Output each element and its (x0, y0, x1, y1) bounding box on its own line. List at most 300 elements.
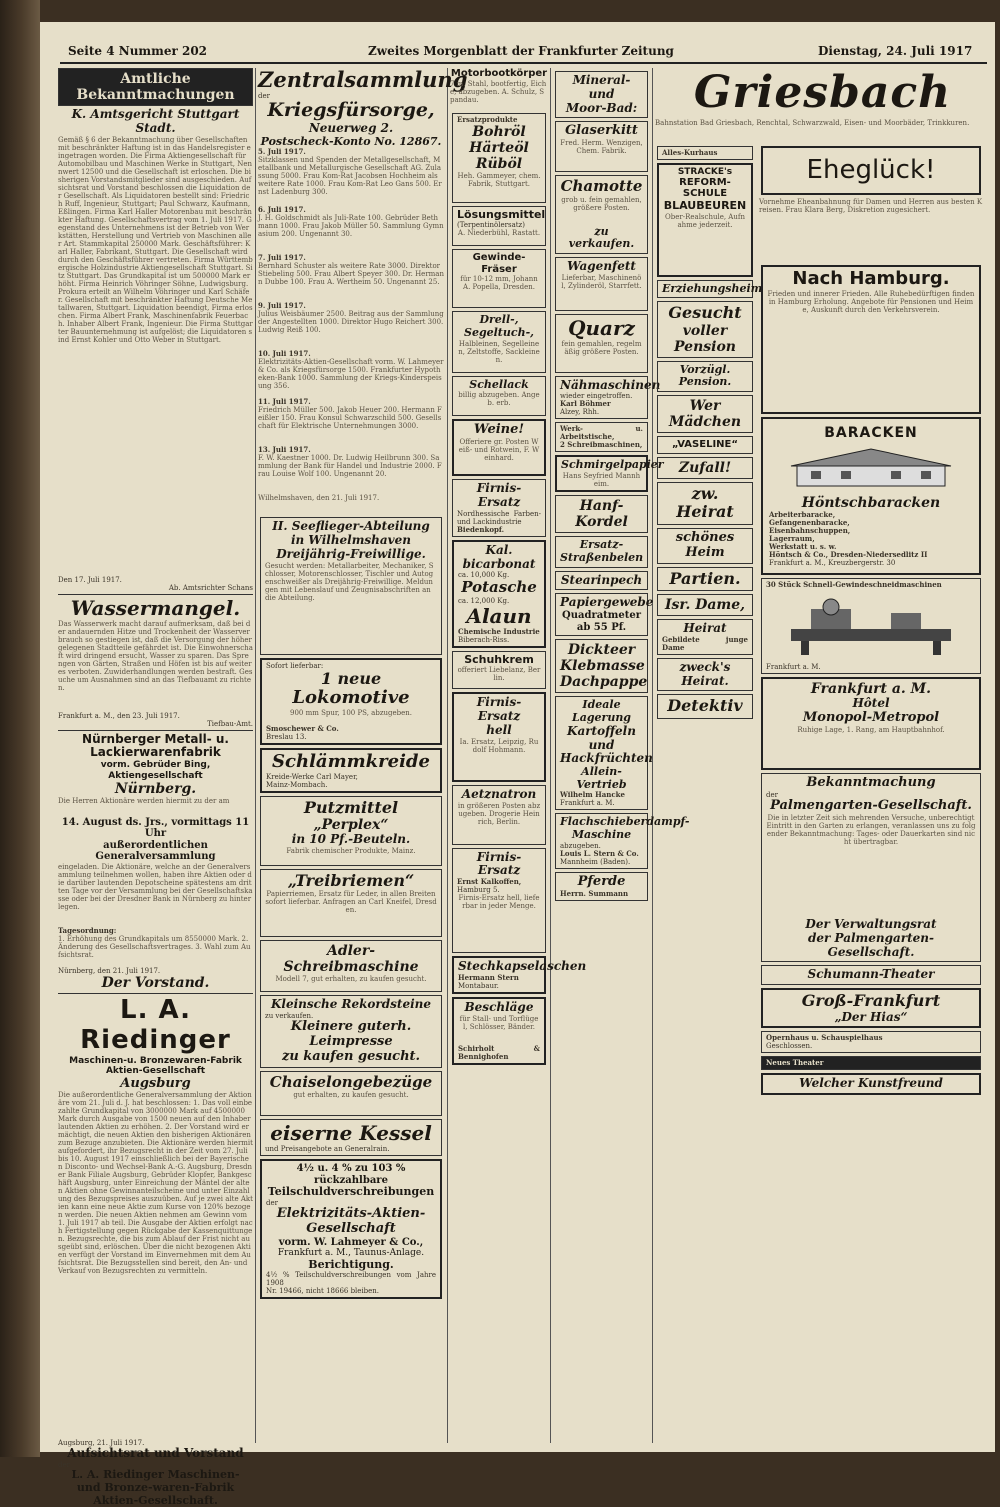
seeflieger-place: in Wilhelmshaven (290, 533, 412, 548)
header-center: Zweites Morgenblatt der Frankfurter Zeitung (368, 44, 674, 58)
divider (58, 594, 253, 595)
opern-b: Geschlossen. (766, 1042, 813, 1051)
elek-b: Teilschuldverschreibungen (267, 1185, 435, 1199)
court-sign: Ab. Amtsrichter Schans (168, 583, 253, 592)
kal: Kal. bicarbonat (462, 542, 536, 571)
zufall-ad (657, 457, 753, 479)
reform-a: STRACKE's (677, 166, 733, 177)
neues-ad (761, 1056, 981, 1070)
riedinger-date: Augsburg, 21. Juli 1917. (58, 1439, 145, 1448)
werk-b: 2 Schreibmaschinen, (560, 440, 643, 450)
court-title: K. Amtsgericht Stuttgart Stadt. (71, 107, 240, 135)
hotel-c: Monopol-Metropol (802, 710, 940, 726)
drell-text: Halbleinen, Segelleinen, Zeltstoffe, Sackleinen. (458, 339, 540, 364)
water-title: Wassermangel. (70, 595, 241, 620)
zentral-list: J. H. Goldschmidt als Juli-Rate 100. Gebrüder Bethmann 1000. Frau Jakob Müller 50. Sammlung Gymnasium 200. Ungenannt 30. (258, 214, 444, 239)
nuernberg-agenda-text: 1. Erhöhung des Grundkapitals um 8550000 Mark. 2. Änderung des Gesellschaftsvertrages. 3. Wahl zum Aufsichtsrat. (58, 934, 251, 959)
stern-l-b: Mannheim (Baden). (560, 857, 631, 866)
chamotte-sub: zu verkaufen. (568, 224, 635, 251)
hamburg-title: Nach Hamburg. (792, 268, 950, 290)
dick-b: Klebmasse (560, 658, 645, 675)
hamburg-text: Frieden und innerer Frieden. Alle Ruhebedürftigen finden in Hamburg Erholung. Angebote für Pensionen und Heime, Auskunft durch den Verkehrsverein. (767, 290, 975, 315)
kart-b: Hackfrüchten (560, 751, 653, 766)
chamotte-title: Chamotte (560, 177, 643, 196)
riedinger-sub: Maschinen-u. Bronzewaren-Fabrik Aktien-Gesellschaft (69, 1055, 242, 1077)
stech-title: Stechkapselaschen (458, 959, 587, 974)
gebildete: Gebildete junge Dame (662, 634, 748, 652)
zentral-title: Zentralsammlung (258, 67, 468, 92)
water-sign: Tiefbau-Amt. (207, 719, 253, 728)
zentral-list: Bernhard Schuster als weitere Rate 3000. Direktor Stiebeling 500. Frau Albert Speyer 300. Dr. Hermann Dubbe 100. Frau A. Wertheim 50. Ungenannt 25. (258, 262, 444, 287)
detektiv-title: Detektiv (667, 696, 743, 716)
gewinde-text: für 10-12 mm, Johann A. Popella, Dresden. (460, 275, 538, 292)
gewind-b: Frankfurt a. M. (766, 663, 821, 672)
lok-b: 1 neue (320, 668, 382, 688)
zentral-list: Julius Weisbäumer 2500. Beitrag aus der Sammlung der Angestellten 1000. Direktor Hugo Reichert 300. Ludwig Reiß 100. (258, 310, 444, 335)
lokomotive-ad (260, 658, 442, 745)
hont-h: Frankfurt a. M., Kreuzbergerstr. 30 (769, 559, 896, 568)
lok-d: Smoschewer & Co. (266, 723, 339, 733)
kal-b: ca. 10,000 Kg. (458, 571, 510, 580)
glaser-text: Fred. Herm. Wenzigen, Chem. Fabrik. (560, 139, 643, 156)
col5-right (759, 143, 983, 1099)
ernst-b: Hamburg 5. (457, 886, 500, 895)
putz-a: Putzmittel (303, 797, 399, 817)
hotel-b: Hôtel (852, 696, 890, 711)
motor-title: Motorbootkörper (450, 68, 548, 79)
column-5 (655, 68, 990, 1443)
besch-ad (452, 997, 546, 1065)
zentral-d7: 13. Juli 1917. (258, 445, 311, 455)
zentral-list: Elektrizitäts-Aktien-Gesellschaft vorm. W. Lahmeyer & Co. als Kriegsfürsorge 1500. Frankfurter Hypotheken-Bank 1000. Sammlung der Kriegs-Kinderspeisung 356. (258, 358, 444, 391)
gross-b: „Der Hias“ (834, 1009, 908, 1024)
chem-ad (452, 540, 546, 648)
chaise-ad (260, 1071, 442, 1116)
klein-b: zu verkaufen. (265, 1012, 314, 1021)
bek-a: Bekanntmachung (806, 775, 936, 791)
schmirgel-text: Hans Seyfried Mannheim. (562, 472, 641, 489)
nuernberg-agenda: Tagesordnung: (58, 925, 117, 935)
flach-c: abzugeben. (560, 841, 601, 850)
klein-c: Kleinere guterh. (290, 1019, 412, 1035)
werk-ad (555, 422, 648, 452)
motor-text: 7 m. Stahl, bootfertig, Eiche, abzugeben. A. Schulz, Spandau. (450, 79, 547, 104)
stern-name: Hermann Stern (458, 972, 519, 982)
alaun: Alaun (466, 603, 532, 628)
gewinde-title: Gewinde-Fräser (472, 252, 526, 275)
zentral-sub1: der (258, 92, 270, 101)
gewind-ad (761, 578, 981, 674)
hamburg-ad (761, 265, 981, 414)
flach-ad (555, 813, 690, 868)
bek-e: der Palmengarten-Gesellschaft. (808, 930, 934, 959)
riedinger-city: Augsburg (120, 1075, 191, 1091)
elek-f: Frankfurt a. M., Taunus-Anlage. (277, 1248, 425, 1259)
schumann-title: Schumann-Theater (807, 967, 935, 982)
alles-title: Alles-Kurhaus (662, 147, 718, 157)
riedinger-text: Die außerordentliche Generalversammlung der Aktionäre vom 21. Juli d. J. hat beschlossen: 1. Das voll einbezahlte Grundkapital von 3000000 Mark auf 4500000 Mark durch Ausgabe von 1500 neuen auf den Inhaber lautenden Aktien zu erhöhen. 2. Der Vorstand wird ermächtigt, die neuen Aktien den bisherigen Aktionären zum Bezuge anzubieten. Die Aktionäre werden hiermit aufgefordert, ihr Bezugsrecht in der Zeit vom 27. Juli bis 10. August 1917 einschließlich bei der Bayerischen Disconto- und Wechsel-Bank A.-G. Augsburg, Dresdner Bank Filiale Augsburg, Gebrüder Klopfer, Bankgeschäft Augsburg, unter Einreichung der Mäntel der alten Aktien ohne Gewinnanteilscheine und unter Einzahlung des Bezugspreises auszuüben. Auf je zwei alte Aktien kann eine neue Aktie zum Kurse von 120% bezogen werden. Die neuen Aktien nehmen am Gewinn vom 1. Juli 1917 ab teil. Die Ausgabe der Aktien erfolgt nach Fertigstellung gegen Rückgabe der Kassenquittungen. Bezugsrechte, die bis zum Ablauf der Frist nicht ausgeübt sind, erlöschen. Über die nicht bezogenen Aktien verfügt der Vorstand im Einvernehmen mit dem Aufsichtsrat. Die Bezugsstellen sind bereit, den An- und Verkauf von Bezugsrechten zu vermitteln. (58, 1091, 253, 1276)
nuernberg-sub: vorm. Gebrüder Bing, Aktiengesellschaft (100, 760, 211, 781)
water-date: Frankfurt a. M., den 23. Juli 1917. (58, 711, 180, 720)
hont-e: Lagerraum, (769, 534, 815, 544)
kart-c: Allein-Vertrieb (576, 765, 627, 791)
naeh-title: Nähmaschinen (560, 377, 661, 392)
eheglueck-ad (761, 146, 981, 196)
zufall-title: Zufall! (678, 459, 732, 476)
zentral-addr: Neuerweg 2. (308, 120, 394, 135)
lok-c: Lokomotive (292, 687, 410, 709)
loes-text: A. Niederbühl, Rastatt. (457, 229, 541, 238)
newspaper-page (40, 22, 995, 1507)
stearin-ad (555, 571, 648, 591)
neues-title: Neues Theater (766, 1058, 824, 1068)
treib-ad (260, 869, 442, 937)
lok-text: 900 mm Spur, 100 PS, abzugeben. (289, 708, 413, 717)
zweck-ad (657, 658, 753, 692)
opern-ad (761, 1031, 981, 1053)
partien-title: Partien. (669, 568, 741, 588)
haertel: Härteöl (469, 139, 529, 156)
besch-firm: Schirholt & Bennighofen (458, 1043, 540, 1061)
elek-a: 4½ u. 4 % zu 103 % rückzahlbare (296, 1163, 406, 1186)
schlamm-c: Mainz-Mombach. (266, 780, 328, 789)
papier-ad (555, 593, 654, 636)
riedinger-title: L. A. Riedinger (80, 995, 231, 1055)
treib-title: „Treibriemen“ (287, 870, 415, 890)
papier-price: Quadratmeter ab 55 Pf. (561, 610, 641, 633)
ersatz-ad (452, 113, 546, 203)
wagen-ad (555, 257, 648, 311)
vaseline-ad (657, 436, 753, 454)
putz-text: Fabrik chemischer Produkte, Mainz. (286, 846, 416, 855)
machine-illustration (771, 589, 971, 659)
elektrizitaet-ad (260, 1159, 442, 1299)
biedenkopf: Biedenkopf. (457, 524, 505, 534)
baracken-ad (761, 417, 981, 575)
eheg-title: Eheglück! (806, 154, 936, 185)
hotel-ad (761, 677, 981, 770)
zentral-d6: 11. Juli 1917. (258, 397, 311, 407)
schon-title: schönes Heim (675, 529, 735, 560)
seeflieger-text: Gesucht werden: Metallarbeiter, Mechaniker, Schlosser, Motorenschlosser, Tischler und Autogenschweißer als Dreijährig-Freiwillige. Meldungen mit Lebenslauf und Zeugnisabschriften an die Abteilung. (265, 561, 434, 602)
putz-c: in 10 Pf.-Beuteln. (291, 832, 411, 847)
wagen-text: Lieferbar, Maschinenöl, Zylinderöl, Starrfett. (561, 273, 642, 290)
reform-c: BLAUBEUREN (663, 198, 747, 212)
riedinger-sign1: Aufsichtsrat und Vorstand (67, 1446, 244, 1461)
stearin-title: Stearinpech (560, 572, 643, 587)
besch-title: Beschläge (464, 999, 534, 1014)
schuh-title: Schuhkrem (464, 652, 534, 666)
werk-title: Werk- u. Arbeitstische, (560, 424, 643, 442)
elek-e: vorm. W. Lahmeyer & Co., (278, 1236, 424, 1248)
glaser-ad (555, 121, 648, 172)
bek-d: Der Verwaltungsrat (805, 917, 937, 932)
lok-a: Sofort lieferbar: (266, 661, 324, 670)
bek-b: der (766, 791, 778, 800)
ersatzstr-title: Ersatz-Straßenbelen (560, 538, 644, 564)
aetz-text: in größeren Posten abzugeben. Drogerie Heinrich, Berlin. (457, 801, 541, 826)
schmirgel-title: Schmirgelpapier (561, 458, 664, 472)
schumann-ad (761, 965, 981, 985)
pferde-ad (555, 872, 648, 901)
reform-ad (657, 163, 753, 277)
chaise-title: Chaiselongebezüge (269, 1073, 433, 1092)
hont-a: Höntschbaracken (801, 495, 941, 512)
treib-text: Papierriemen, Ersatz für Leder, in allen Breiten sofort lieferbar. Anfragen an Carl Kneifel, Dresden. (265, 890, 437, 915)
quarz-title: Quarz (568, 315, 635, 340)
elek-h: 4½ % Teilschuldverschreibungen vom Jahre 1908 (266, 1271, 436, 1288)
water-text: Das Wasserwerk macht darauf aufmerksam, daß bei der andauernden Hitze und Trockenheit der Wasserverbrauch so gestiegen ist, daß die Versorgung der höher gelegenen Stadtteile gefährdet ist. Die Einwohnerschaft wird dringend ersucht, Wasser zu sparen. Das Sprengen von Gärten, Straßen und Höfen ist bis auf weiteres verboten. Zuwiderhandlungen werden bestraft. Gesuche um Ausnahmen sind an das Tiefbauamt zu richten. (58, 619, 253, 692)
schuh-text: offeriert Liebelanz, Berlin. (457, 666, 541, 683)
stern-city: Montabaur. (458, 981, 499, 990)
court-date: Den 17. Juli 1917. (58, 575, 122, 584)
schlamm-title: Schlämmkreide (272, 750, 430, 772)
vorz-ad (657, 361, 753, 392)
pot: Potasche (461, 578, 537, 597)
adler-b: Schreibmaschine (283, 959, 419, 976)
heirat-ad (657, 482, 753, 525)
firnis2-text: Ia. Ersatz, Leipzig, Rudolf Hohmann. (459, 737, 539, 754)
ideal: Ideale Lagerung (571, 698, 632, 725)
header-rule (60, 62, 987, 64)
firnis3-title: Firnis-Ersatz (476, 849, 522, 878)
riedinger-sign3: L. A. Riedinger Maschinen- und Bronze-waren-Fabrik Aktien-Gesellschaft. (71, 1468, 240, 1507)
zentral-d4: 9. Juli 1917. (258, 301, 306, 311)
nuernberg-text2: eingeladen. Die Aktionäre, welche an der Generalversammlung teilnehmen wollen, haben ihre Aktien oder die darüber lautenden Depotscheine spätestens am dritten Tage vor der Versammlung bei der Gesellschaftskasse oder bei der Dresdner Bank in Nürnberg zu hinterlegen. (58, 862, 253, 911)
firnis1-title: Firnis-Ersatz (476, 481, 522, 510)
klein-e: zu kaufen gesucht. (281, 1049, 421, 1065)
schellack-text: billig abzugeben. Angeb. erb. (458, 391, 540, 408)
zentral-list: F. W. Kaestner 1000. Dr. Ludwig Heilbrunn 300. Sammlung der Bank für Handel und Industrie 2000. Frau Louise Wolf 100. Ungenannt 20. (258, 454, 442, 479)
glaser-title: Glaserkitt (565, 123, 638, 139)
column-rule (255, 68, 256, 1443)
wer-a: Wer (689, 398, 721, 415)
quarz-ad (555, 314, 648, 373)
hrnn: Herrn. Summann (560, 888, 629, 898)
schellack-ad (452, 376, 546, 417)
header-left: Seite 4 Nummer 202 (68, 44, 208, 58)
chamotte-ad (555, 175, 648, 254)
firnis3-ad (452, 848, 546, 954)
klein-ad (260, 995, 442, 1068)
klein-d: Leimpresse (309, 1034, 393, 1050)
nuernberg-city: Nürnberg. (114, 780, 197, 797)
hont-b: Arbeiterbaracke, (769, 510, 836, 520)
kunst-ad (761, 1073, 981, 1095)
kessel-ad (260, 1119, 442, 1156)
chaise-text: gut erhalten, zu kaufen gesucht. (293, 1091, 409, 1100)
erz-title: Erziehungsheim (662, 281, 763, 295)
column-1 (58, 68, 253, 1507)
naeh-ad (555, 376, 661, 420)
chem-city: Biberach-Riss. (458, 635, 510, 644)
schon-ad (657, 528, 753, 564)
firnis2-ad (452, 692, 546, 781)
kart-ad (555, 696, 653, 810)
hont-g: Höntsch & Co., Dresden-Niedersedlitz II (769, 550, 928, 560)
naeh-b: wieder eingetroffen. (560, 392, 633, 401)
wer-ad (657, 395, 753, 433)
firnis2-sub: hell (486, 722, 512, 737)
divider (58, 993, 253, 994)
detektiv-ad (657, 694, 753, 718)
gesucht-a: Gesucht (668, 303, 742, 323)
drell-ad (452, 311, 546, 372)
stern-l: Louis L. Stern & Co. (560, 848, 639, 858)
header-right: Dienstag, 24. Juli 1917 (818, 44, 973, 58)
hanf-ad (555, 495, 648, 533)
zweck-title: zweck's Heirat. (679, 659, 731, 688)
hotel-a: Frankfurt a. M. (810, 681, 932, 698)
gross-ad (761, 988, 981, 1028)
chem-name: Chemische Industrie (458, 626, 540, 636)
naeh-d: Alzey, Rhh. (560, 408, 600, 417)
flach-a: Flachschieberdampf- (560, 815, 690, 829)
schellack-title: Schellack (469, 377, 529, 391)
riedinger-sign2: der (58, 1461, 70, 1470)
stech-ad (452, 956, 587, 994)
column-3b (494, 442, 548, 452)
barracks-illustration (781, 441, 961, 491)
hanf-title: Hanf-Kordel (575, 498, 628, 531)
gesucht-ad (657, 301, 753, 358)
chamotte-text: grob u. fein gemahlen, größere Posten. (561, 195, 642, 212)
wer-b: Mädchen (668, 414, 742, 431)
nuernberg-meeting: 14. August ds. Jrs., vormittags 11 Uhr (61, 816, 250, 840)
mineral-b: Moor-Bad: (565, 100, 638, 115)
hont-d: Eisenbahnschuppen, (769, 526, 851, 536)
zentral-list: Friedrich Müller 500. Jakob Heuer 200. Hermann Feißler 150. Frau Konsul Schwarzschild 500. Gesellschaft für Elektrische Unternehmungen 3000. (258, 406, 442, 431)
zentral-d5: 10. Juli 1917. (258, 349, 311, 359)
gewinde-ad (452, 249, 546, 308)
ernst: Ernst Kalkoffen, (457, 877, 522, 887)
zentral-konto: Postscheck-Konto No. 12867. (260, 134, 442, 148)
hancke: Wilhelm Hancke (560, 790, 625, 800)
bek-c: Palmengarten-Gesellschaft. (770, 798, 972, 814)
elek-i: Nr. 19466, nicht 18666 bleiben. (266, 1287, 380, 1296)
gesucht-b: voller Pension (674, 322, 736, 355)
schuh-ad (452, 651, 546, 690)
firnis2-title: Firnis-Ersatz (476, 695, 522, 724)
column-2 (258, 67, 468, 1443)
reform-b: REFORM-SCHULE (679, 176, 731, 200)
griesbach-title: Griesbach (693, 67, 952, 118)
column-rule (447, 68, 448, 1443)
aetz-ad (452, 785, 546, 845)
putz-ad (260, 796, 442, 866)
nuernberg-sign: Der Vorstand. (101, 974, 210, 991)
farben: Nordhessische Farben- und Lackindustrie (457, 509, 541, 526)
naeh-c: Karl Böhmer (560, 399, 611, 409)
erz-ad (657, 280, 763, 299)
isr-title: Isr. Dame, (664, 596, 746, 613)
zentral-footer: Wilhelmshaven, den 21. Juli 1917. (258, 494, 380, 503)
loes-ad (452, 206, 546, 247)
adler-text: Modell 7, gut erhalten, zu kaufen gesucht. (275, 975, 427, 984)
heirat2-title: Heirat (683, 621, 727, 635)
eheg-text: Vornehme Eheanbahnung für Damen und Herren aus besten Kreisen. Frau Klara Berg, Diskretion zugesichert. (759, 198, 983, 215)
court-text: Gemäß § 6 der Bekanntmachung über Gesellschaften mit beschränkter Haftung ist in das Handelsregister eingetragen worden. Die Firma Aktiengesellschaft für Automobilbau und Maschinen Werke in Stuttgart, Nennwert 12500 und die Gesellschaft ist erloschen. Die bisherigen Vorstandsmitglieder sind ausgeschieden. Aufsichtsrat und Vorstand beschlossen die Liquidation der Gesellschaft. Als Liquidatoren bestellt sind: Friedrich Ruff, Ingenieur, Stuttgart; Paul Schwarz, Kaufmann, Eßlingen. Firma Karl Haller Motorenbau mit beschränkter Haftung. Gesellschaftsvertrag vom 1. Juli 1917. Gegenstand des Unternehmens ist der Betrieb von Werkstätten, Herstellung und Vertrieb von Maschinen aller Art. Stammkapital 250000 Mark. Geschäftsführer: Karl Haller, Fabrikant, Stuttgart. Die Gesellschaft wird durch den Geschäftsführer vertreten. Firma Württembergische Holzindustrie Aktiengesellschaft Stuttgart. Sitz Stuttgart. Das Grundkapital ist um 500000 Mark erhöht. Firma Heinrich Vöhringer Söhne, Ludwigsburg. Prokura erteilt an Wilhelm Vöhringer und Karl Schäfer. Gesellschaft mit beschränkter Haftung Deutsche Metallwaren, Stuttgart. Liquidation beendigt, Firma erloschen. Firma Albert Frank, Maschinenfabrik Feuerbach. Inhaber Albert Frank, Ingenieur. Die Firma Stuttgarter Bauunternehmung ist aufgelöst; die Liquidatoren sind Ernst Kohler und Otto Weber in Stuttgart. (58, 135, 253, 344)
schlamm-b: Kreide-Werke Carl Mayer, (266, 772, 358, 781)
papier-title: Papiergewebe (560, 595, 654, 610)
ersatzstr-ad (555, 536, 648, 567)
column-rule (550, 68, 551, 1443)
dick-title: Dickteer (567, 642, 636, 659)
elek-g: Berichtigung. (308, 1257, 394, 1271)
mineral-ad (555, 71, 648, 118)
reform-text: Ober-Realschule, Aufnahme jederzeit. (665, 212, 745, 229)
aetz-title: Aetznatron (461, 786, 537, 801)
divider (58, 730, 253, 731)
vaseline-title: „VASELINE“ (672, 439, 738, 451)
nuernberg-date: Nürnberg, den 21. Juli 1917. (58, 966, 161, 975)
seeflieger-title: II. Seeflieger-Abteilung (272, 519, 430, 534)
partien-ad (657, 567, 753, 591)
book-spine (0, 0, 40, 1457)
firnis3-text: Firnis-Ersatz hell, lieferbar in jeder Menge. (458, 894, 540, 911)
dick-ad (555, 639, 648, 693)
dach: Dachpappe (560, 674, 648, 691)
pot-b: ca. 12,000 Kg. (458, 596, 510, 605)
vorz-title: Vorzügl. Pension. (678, 362, 732, 389)
kunst-title: Welcher Kunstfreund (799, 1076, 943, 1091)
kart-a: Kartoffeln und (567, 723, 636, 752)
hont-c: Gefangenenbaracke, (769, 518, 850, 528)
schlamm-ad (260, 748, 442, 793)
nuernberg-gv: außerordentlichen Generalversammlung (95, 839, 216, 863)
besch-text: für Stall- und Torflügel, Schlösser, Bänder. (459, 1014, 539, 1031)
col5-row-a (655, 143, 990, 1099)
loes-sub: (Terpentinölersatz) (457, 221, 525, 230)
ersatz-text: Heh. Gammeyer, chem. Fabrik, Stuttgart. (457, 171, 541, 188)
hotel-text: Ruhige Lage, 1. Rang, am Hauptbahnhof. (797, 726, 945, 735)
hont-f: Werkstatt u. s. w. (769, 542, 837, 552)
bek-text: Die in letzter Zeit sich mehrenden Versuche, unberechtigt Eintritt in den Garten zu erlangen, veranlassen uns zu folgender Bekanntmachung: Tages- oder Dauerkarten sind nicht übertragbar. (766, 814, 976, 847)
firnis1-ad (452, 479, 546, 537)
section-title: Amtliche Bekanntmachungen (58, 68, 253, 106)
pferde-title: Pferde (577, 873, 626, 889)
zentral-sub2: Kriegsfürsorge, (267, 99, 435, 122)
zentral-list: Sitzklassen und Spenden der Metallgesellschaft, Metallbank und Metallurgische Gesellschaft AG. Zulassung 5000. Frau Kom-Rat Jacobsen Hochheim als weitere Rate 1000. Frau Kom-Rat Leo Gans 500. Ernst Ladenburg 300. (258, 156, 442, 197)
kessel-title: eiserne Kessel (270, 1121, 432, 1146)
wagen-title: Wagenfett (567, 258, 636, 273)
col5-left (655, 143, 763, 1099)
seeflieger-sub: Dreijährig-Freiwillige. (276, 547, 426, 562)
drell-title: Drell-, Segeltuch-, (464, 313, 534, 340)
baracken-title: BARACKEN (824, 425, 918, 442)
elek-c: der (266, 1198, 278, 1207)
hancke-b: Frankfurt a. M. (560, 799, 615, 808)
zentral-d1: 5. Juli 1917. (258, 147, 306, 157)
putz-b: „Perplex“ (313, 816, 389, 833)
rubol: Rüböl (475, 155, 523, 172)
seeflieger-ad (260, 517, 442, 654)
adler-a: Adler- (326, 943, 376, 960)
klein-a: Kleinsche Rekordsteine (271, 997, 431, 1012)
alles-ad (657, 146, 753, 160)
mineral-a: Mineral- und (572, 73, 631, 101)
adler-ad (260, 940, 442, 992)
gewind-a: 30 Stück Schnell-Gewindeschneidmaschinen (766, 580, 942, 590)
elek-d: Elektrizitäts-Aktien-Gesellschaft (276, 1205, 426, 1236)
griesbach-text: Bahnstation Bad Griesbach, Renchtal, Schwarzwald, Eisen- und Moorbäder, Trinkkuren. (655, 118, 970, 127)
heirat2-ad (657, 619, 753, 655)
kessel-b: und Preisangebote an Generalrain. (265, 1145, 390, 1154)
nuernberg-title: Nürnberger Metall- u. Lackierwarenfabrik (82, 731, 229, 760)
schmirgel-ad (555, 455, 664, 492)
heirat-title: zw. Heirat (676, 483, 734, 522)
zentral-d3: 7. Juli 1917. (258, 253, 306, 263)
